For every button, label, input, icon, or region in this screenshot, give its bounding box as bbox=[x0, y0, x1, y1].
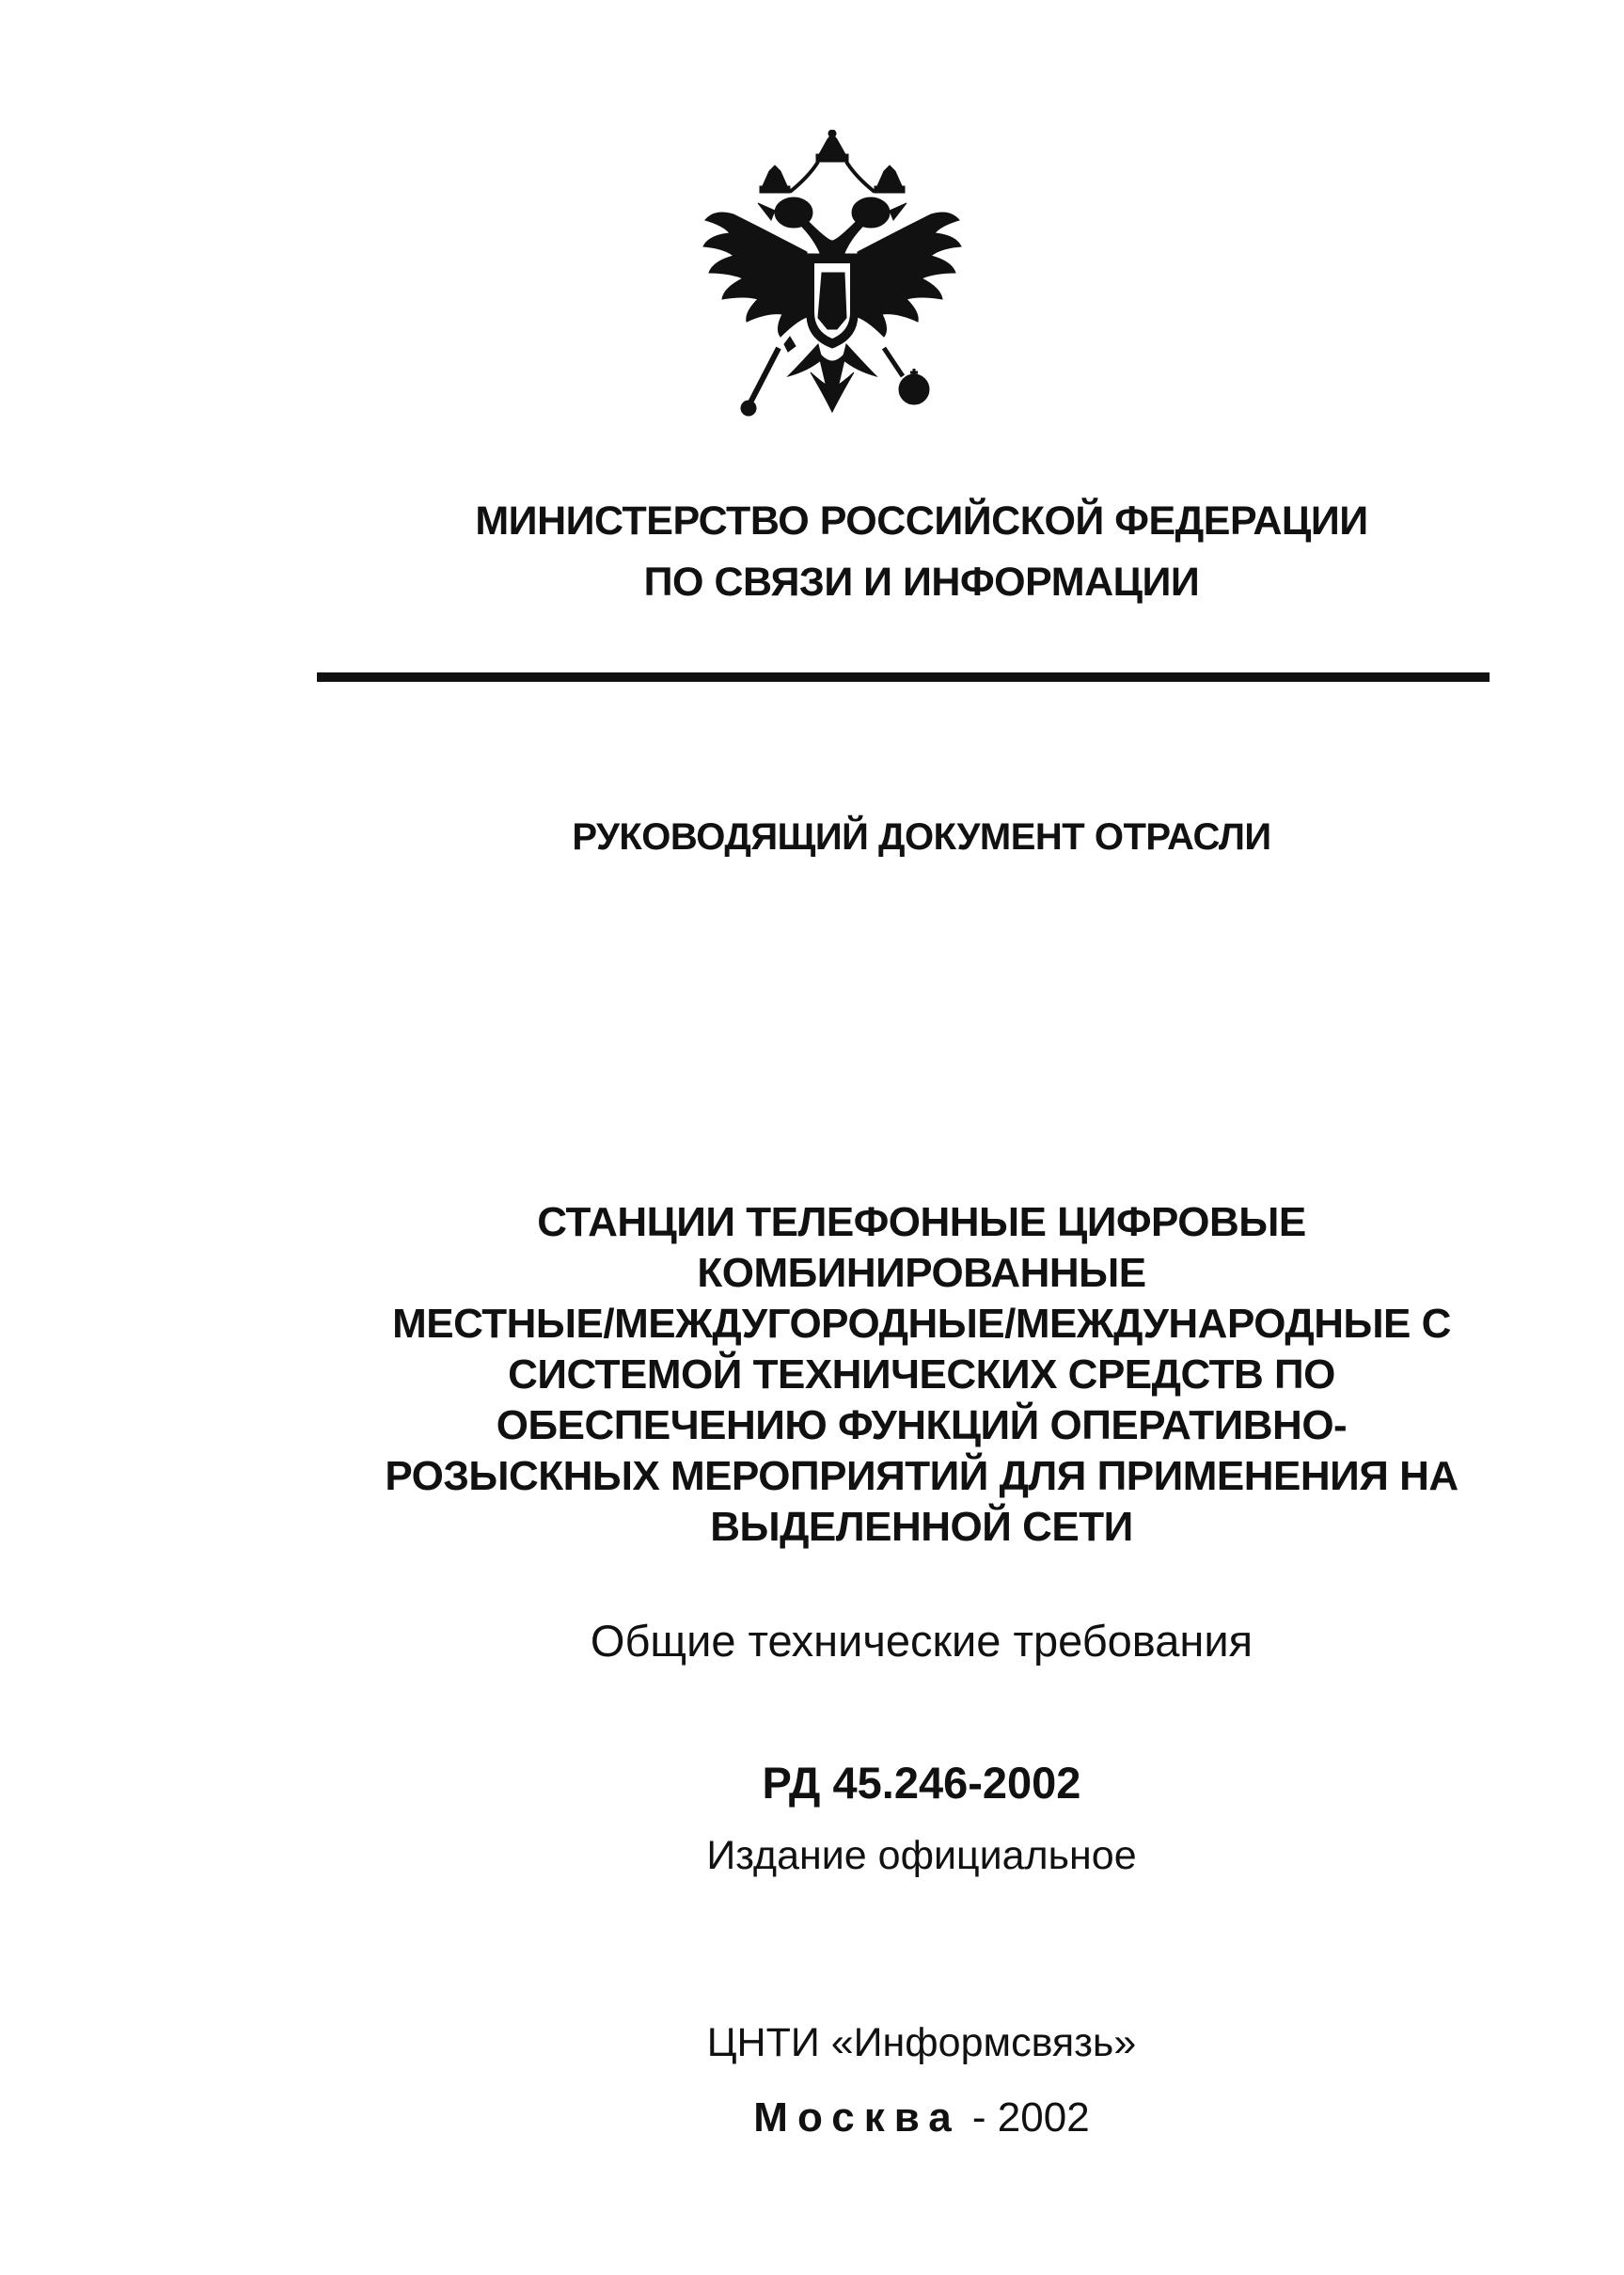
title-line: СТАНЦИИ ТЕЛЕФОННЫЕ ЦИФРОВЫЕ bbox=[537, 1199, 1306, 1245]
document-code: РД 45.246-2002 bbox=[762, 1758, 1081, 1808]
year: 2002 bbox=[997, 2094, 1090, 2141]
title-line: КОМБИНИРОВАННЫЕ bbox=[697, 1250, 1146, 1296]
document-type: РУКОВОДЯЩИЙ ДОКУМЕНТ ОТРАСЛИ bbox=[572, 816, 1271, 858]
russian-coat-of-arms-icon bbox=[696, 130, 969, 431]
title-line: МЕСТНЫЕ/МЕЖДУГОРОДНЫЕ/МЕЖДУНАРОДНЫЕ С bbox=[392, 1301, 1451, 1347]
edition-note: Издание официальное bbox=[706, 1833, 1137, 1878]
ministry-name bbox=[282, 491, 1561, 613]
publisher: ЦНТИ «Информсвязь» bbox=[706, 2020, 1137, 2065]
title-line: РОЗЫСКНЫХ МЕРОПРИЯТИЙ ДЛЯ ПРИМЕНЕНИЯ НА bbox=[385, 1453, 1458, 1499]
title-line: ОБЕСПЕЧЕНИЮ ФУНКЦИЙ ОПЕРАТИВНО- bbox=[496, 1402, 1348, 1448]
title-line: ВЫДЕЛЕННОЙ СЕТИ bbox=[710, 1504, 1133, 1550]
document-subtitle: Общие технические требования bbox=[590, 1616, 1253, 1666]
header-divider bbox=[317, 672, 1490, 682]
document-title bbox=[235, 1197, 1608, 1553]
city-year bbox=[282, 2094, 1561, 2141]
title-line: СИСТЕМОЙ ТЕХНИЧЕСКИХ СРЕДСТВ ПО bbox=[508, 1351, 1335, 1398]
year-separator: - bbox=[960, 2094, 998, 2141]
ministry-line-1: МИНИСТЕРСТВО РОССИЙСКОЙ ФЕДЕРАЦИИ bbox=[475, 498, 1368, 544]
city: Москва bbox=[753, 2094, 961, 2141]
ministry-line-2: ПО СВЯЗИ И ИНФОРМАЦИИ bbox=[643, 560, 1200, 605]
